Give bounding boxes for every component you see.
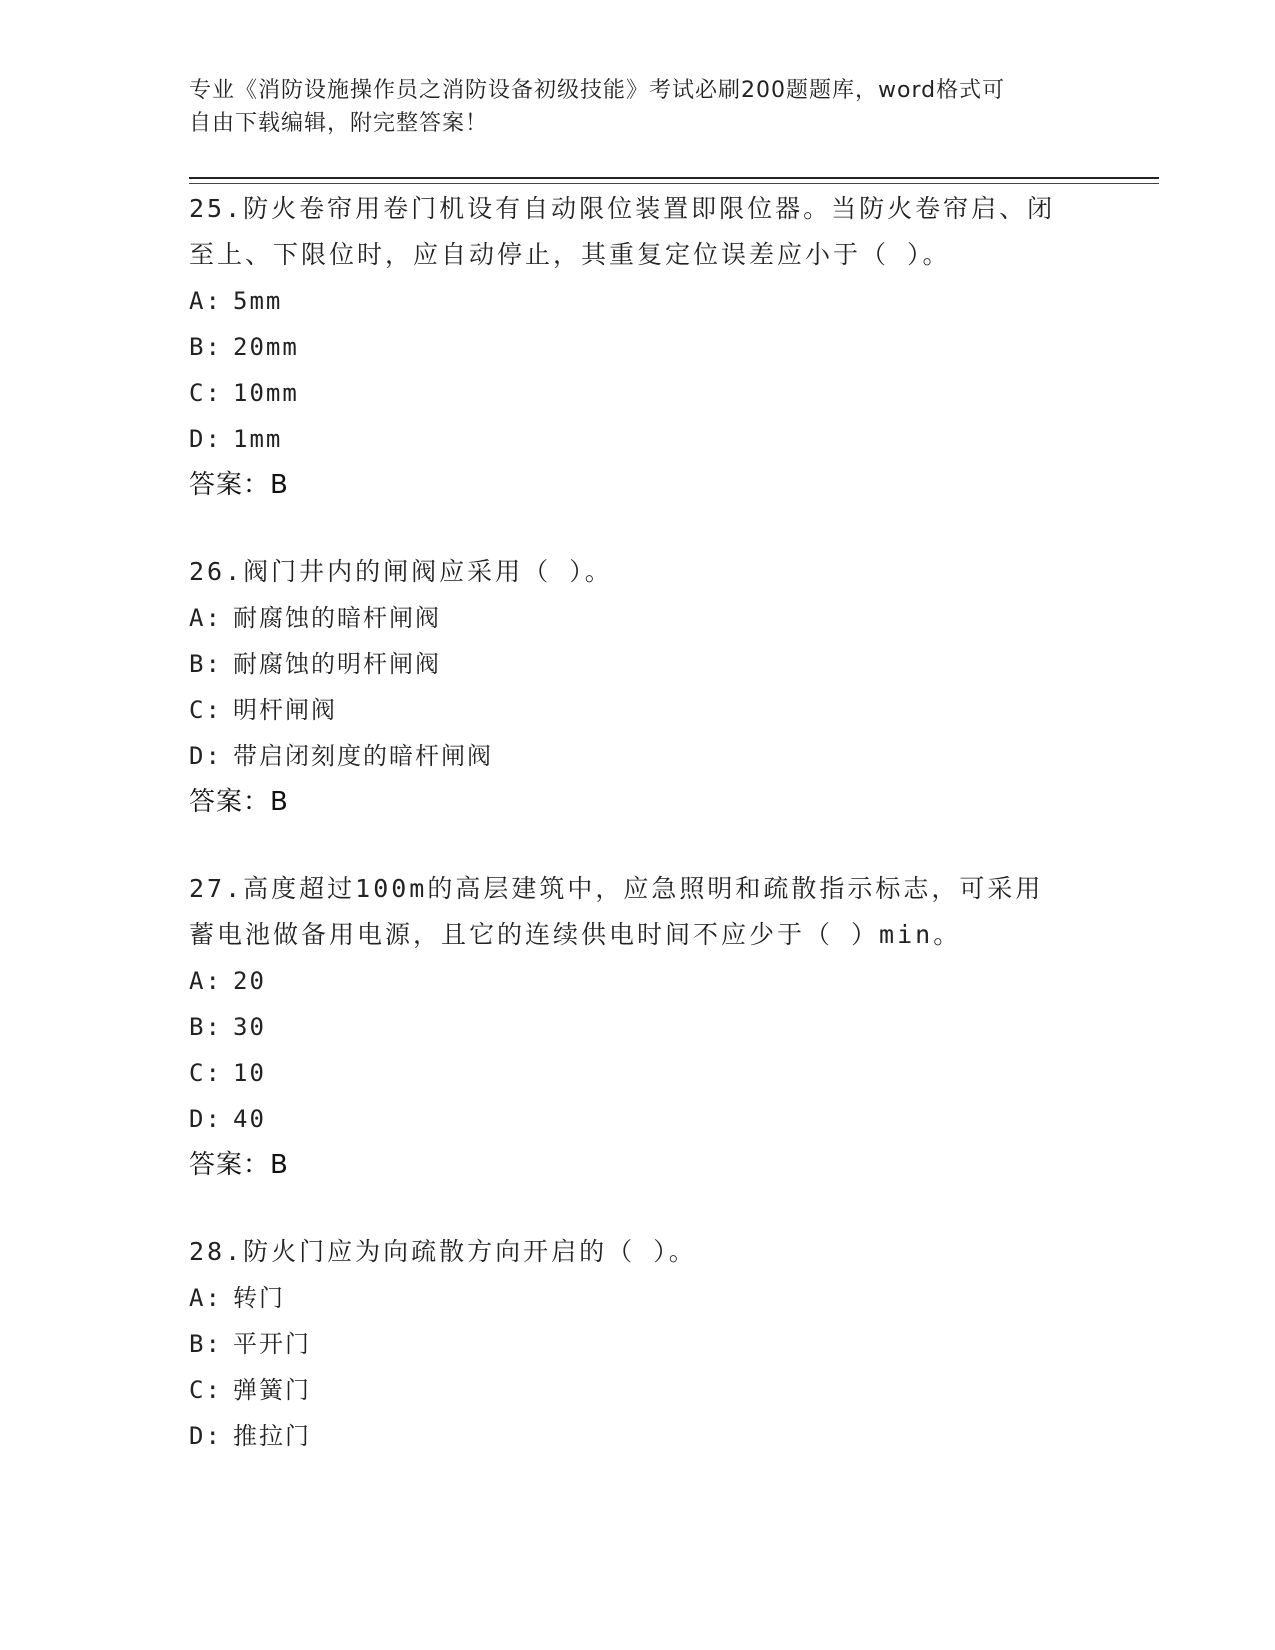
option-b [189, 1004, 1109, 1050]
option-label: A: [189, 287, 222, 315]
option-text: 推拉门 [233, 1422, 311, 1450]
option-a [189, 595, 1109, 641]
header-rule-thick [189, 177, 1159, 179]
option-d [189, 416, 1109, 462]
document-header [189, 74, 1089, 140]
option-label: A: [189, 1284, 222, 1312]
option-text: 20mm [233, 333, 299, 361]
option-label: D: [189, 1105, 222, 1133]
option-c [189, 1367, 1109, 1413]
option-text: 带启闭刻度的暗杆闸阀 [233, 742, 493, 770]
option-label: D: [189, 742, 222, 770]
question-25 [189, 186, 1109, 508]
option-label: B: [189, 333, 222, 361]
header-line-1: 专业《消防设施操作员之消防设备初级技能》考试必刷200题题库，word格式可 [189, 78, 1006, 103]
option-text: 弹簧门 [233, 1376, 311, 1404]
option-b [189, 1321, 1109, 1367]
option-a [189, 278, 1109, 324]
option-text: 平开门 [233, 1330, 311, 1358]
option-text: 耐腐蚀的暗杆闸阀 [233, 604, 441, 632]
answer: 答案：B [189, 787, 289, 817]
option-text: 30 [233, 1013, 266, 1041]
option-c [189, 1050, 1109, 1096]
question-text: 26.阀门井内的闸阀应采用（ ）。 [189, 557, 613, 586]
option-label: A: [189, 604, 222, 632]
question-28 [189, 1229, 1109, 1459]
option-b [189, 324, 1109, 370]
option-label: D: [189, 425, 222, 453]
option-d [189, 1096, 1109, 1142]
option-label: C: [189, 379, 222, 407]
option-text: 明杆闸阀 [233, 696, 337, 724]
option-c [189, 370, 1109, 416]
option-label: A: [189, 967, 222, 995]
option-a [189, 1275, 1109, 1321]
question-text: 至上、下限位时，应自动停止，其重复定位误差应小于（ ）。 [189, 240, 951, 269]
answer: 答案：B [189, 470, 289, 500]
option-label: C: [189, 1059, 222, 1087]
question-text: 27.高度超过100m的高层建筑中，应急照明和疏散指示标志，可采用 [189, 874, 1044, 903]
answer: 答案：B [189, 1150, 289, 1180]
option-label: B: [189, 1330, 222, 1358]
option-label: B: [189, 1013, 222, 1041]
option-text: 40 [233, 1105, 266, 1133]
option-label: D: [189, 1422, 222, 1450]
option-d [189, 733, 1109, 779]
header-line-2: 自由下载编辑，附完整答案！ [189, 111, 489, 136]
question-27 [189, 866, 1109, 1188]
option-text: 10 [233, 1059, 266, 1087]
question-text: 蓄电池做备用电源，且它的连续供电时间不应少于（ ）min。 [189, 920, 962, 949]
option-text: 20 [233, 967, 266, 995]
question-text: 28.防火门应为向疏散方向开启的（ ）。 [189, 1237, 697, 1266]
option-text: 10mm [233, 379, 299, 407]
option-d [189, 1413, 1109, 1459]
question-26 [189, 549, 1109, 825]
option-text: 1mm [233, 425, 283, 453]
option-c [189, 687, 1109, 733]
option-label: C: [189, 696, 222, 724]
option-text: 转门 [233, 1284, 285, 1312]
option-label: B: [189, 650, 222, 678]
option-label: C: [189, 1376, 222, 1404]
option-a [189, 958, 1109, 1004]
option-b [189, 641, 1109, 687]
option-text: 耐腐蚀的明杆闸阀 [233, 650, 441, 678]
option-text: 5mm [233, 287, 283, 315]
header-rule-thin [189, 183, 1159, 184]
question-text: 25.防火卷帘用卷门机设有自动限位装置即限位器。当防火卷帘启、闭 [189, 194, 1056, 223]
